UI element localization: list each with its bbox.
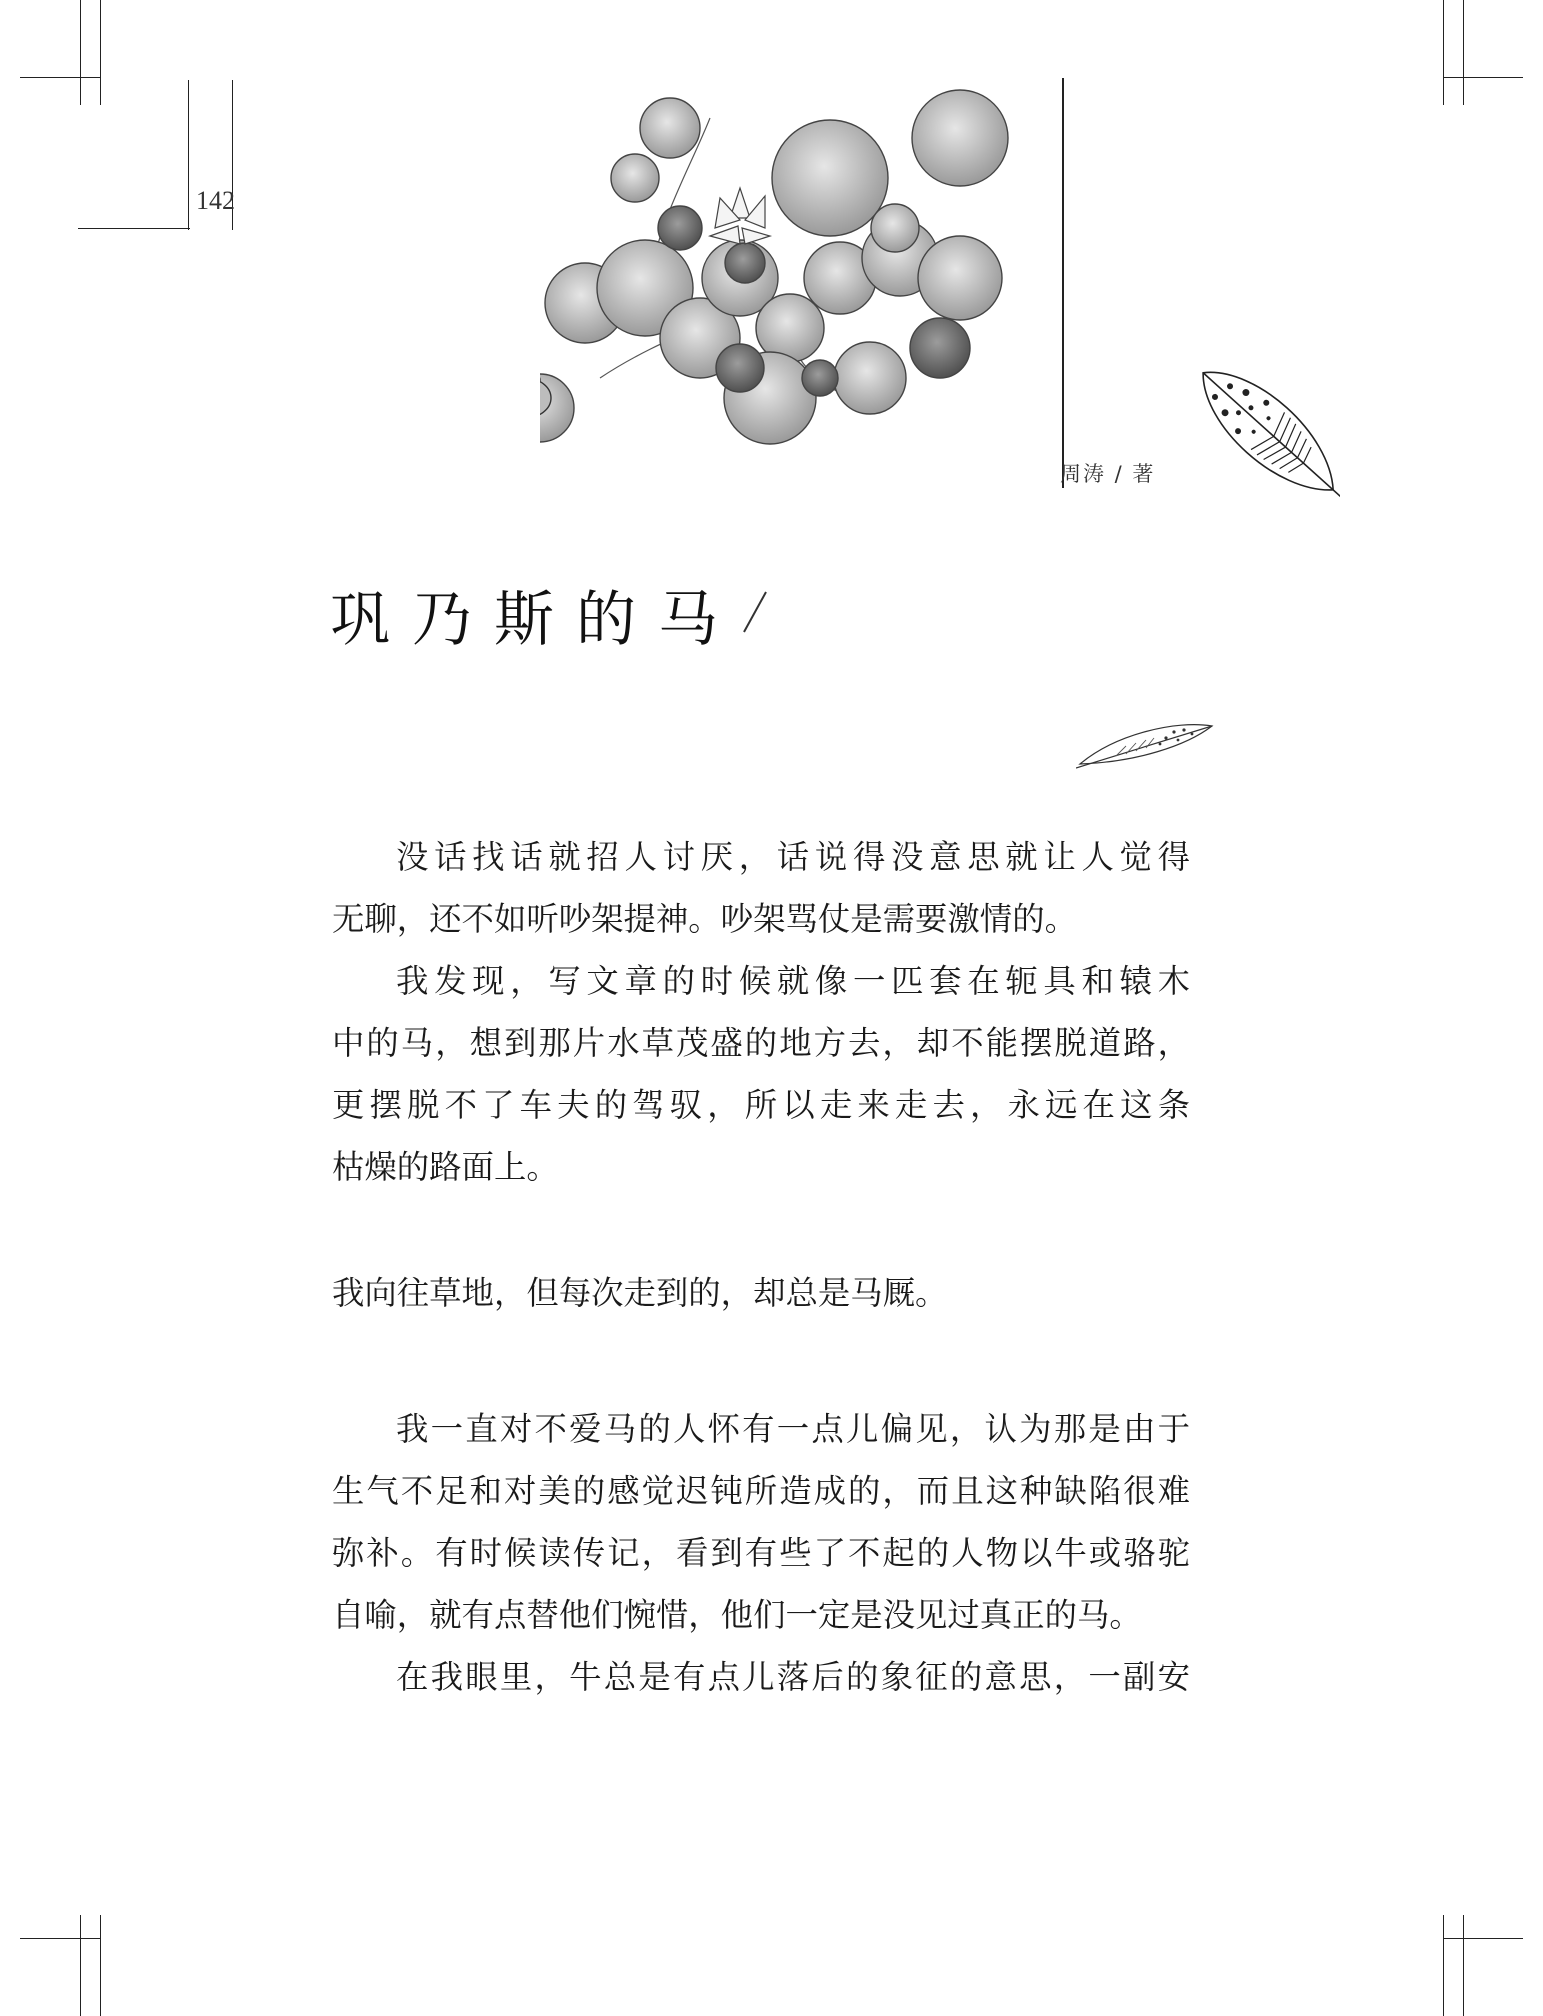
lily-pad-illustration <box>540 78 1060 478</box>
paragraph-4 <box>332 1398 1190 1646</box>
paragraph-line: 没话找话就招人讨厌，话说得没意思就让人觉得 <box>396 838 1190 876</box>
paragraph-3 <box>332 1262 1190 1324</box>
paragraph-line: 在我眼里，牛总是有点儿落后的象征的意思，一副安 <box>396 1658 1190 1696</box>
author-byline: 周涛 / 著 <box>1060 462 1156 486</box>
paragraph-line: 中的马，想到那片水草茂盛的地方去，却不能摆脱道路， <box>332 1024 1190 1062</box>
paragraph-line: 生气不足和对美的感觉迟钝所造成的，而且这种缺陷很难 <box>332 1472 1190 1510</box>
article-title: 巩乃斯的马 <box>330 585 740 655</box>
paragraph-line: 我向往草地，但每次走到的，却总是马厩。 <box>332 1274 948 1312</box>
feather-decoration-small <box>1076 716 1216 772</box>
paragraph-1 <box>332 826 1190 950</box>
feather-decoration-large <box>1200 338 1340 528</box>
vertical-divider <box>1062 78 1064 488</box>
page-number: 142 <box>196 186 235 215</box>
title-block <box>330 572 740 658</box>
paragraph-line: 更摆脱不了车夫的驾驭，所以走来走去，永远在这条 <box>332 1086 1190 1124</box>
paragraph-line: 我发现，写文章的时候就像一匹套在轭具和辕木 <box>396 962 1190 1000</box>
paragraph-5 <box>332 1646 1190 1708</box>
title-slash-decoration <box>740 590 770 634</box>
paragraph-line: 我一直对不爱马的人怀有一点儿偏见，认为那是由于 <box>396 1410 1190 1448</box>
paragraph-line: 无聊，还不如听吵架提神。吵架骂仗是需要激情的。 <box>332 900 1077 938</box>
paragraph-2 <box>332 950 1190 1198</box>
paragraph-line: 自喻，就有点替他们惋惜，他们一定是没见过真正的马。 <box>332 1596 1142 1634</box>
paragraph-line: 弥补。有时候读传记，看到有些了不起的人物以牛或骆驼 <box>332 1534 1190 1572</box>
paragraph-line: 枯燥的路面上。 <box>332 1148 559 1186</box>
